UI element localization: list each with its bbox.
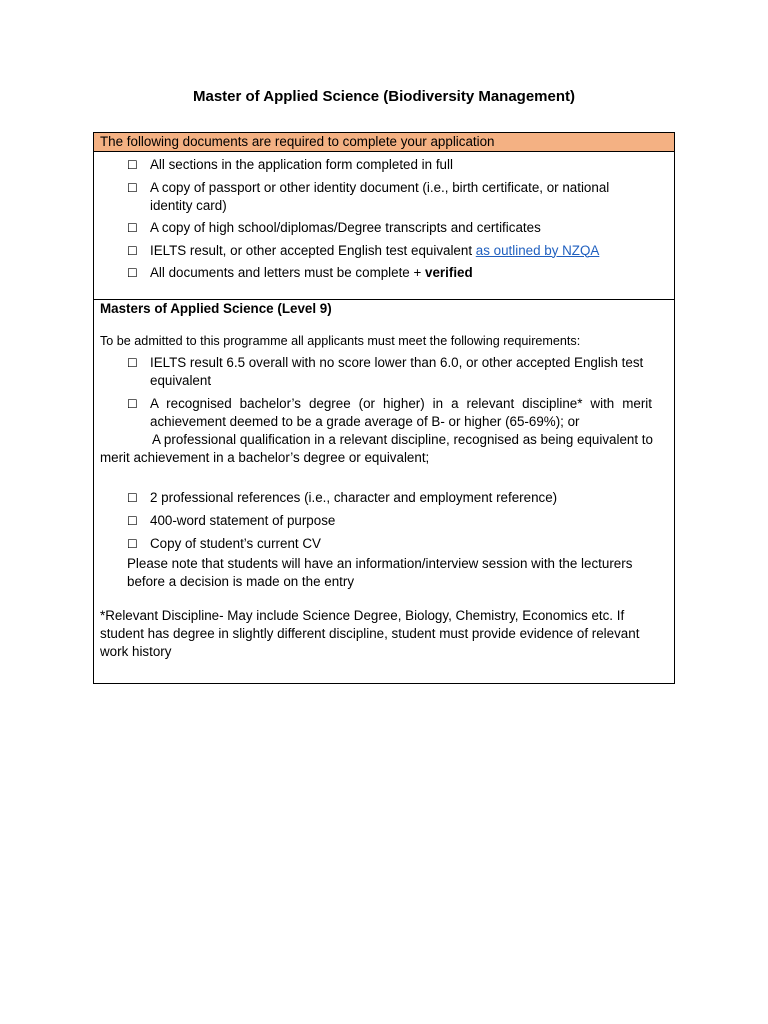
checkbox-icon[interactable]: ☐ <box>127 537 138 551</box>
checkbox-icon[interactable]: ☐ <box>127 514 138 528</box>
requirements-list-2 <box>94 489 674 553</box>
verified-text: verified <box>425 265 473 280</box>
list-item: ☐ All documents and letters must be complete + verified <box>127 265 473 280</box>
required-documents-box <box>93 132 675 300</box>
requirements-box <box>93 298 675 684</box>
list-item: ☐ IELTS result 6.5 overall with no score lower than 6.0, or other accepted English test equivalent <box>127 355 644 388</box>
checkbox-icon[interactable]: ☐ <box>127 397 138 411</box>
requirements-list <box>94 354 674 431</box>
checkbox-icon[interactable]: ☐ <box>127 243 138 258</box>
relevant-discipline-footnote: *Relevant Discipline- May include Science Degree, Biology, Chemistry, Economics etc. If student has degree in slightly different discipline, student must provide evidence of relevant work history <box>100 608 640 659</box>
requirements-intro: To be admitted to this programme all applicants must meet the following requirements: <box>100 334 581 348</box>
checkbox-icon[interactable]: ☐ <box>127 180 138 195</box>
required-documents-list <box>94 156 674 282</box>
list-item: ☐ A copy of passport or other identity document (i.e., birth certificate, or national identity card) <box>127 179 610 213</box>
professional-qualification-text: A professional qualification in a relevant discipline, recognised as being equivalent to merit achievement in a bachelor’s degree or equivalent; <box>100 432 653 465</box>
list-item: ☐ IELTS result, or other accepted English test equivalent as outlined by NZQA <box>127 242 600 258</box>
checkbox-icon[interactable]: ☐ <box>127 356 138 370</box>
list-item: ☐ A copy of high school/diplomas/Degree transcripts and certificates <box>127 220 541 235</box>
checkbox-icon[interactable]: ☐ <box>127 266 138 280</box>
list-item: ☐ A recognised bachelor’s degree (or higher) in a relevant discipline* with merit achievement deemed to be a grade average of B- or higher (65-69%); or <box>127 396 652 429</box>
checkbox-icon[interactable]: ☐ <box>127 221 138 235</box>
list-item: ☐ 2 professional references (i.e., character and employment reference) <box>127 490 558 505</box>
required-documents-header: The following documents are required to complete your application <box>94 133 674 152</box>
page-title: Master of Applied Science (Biodiversity Management) <box>192 88 576 105</box>
requirements-title: Masters of Applied Science (Level 9) <box>100 301 332 316</box>
checkbox-icon[interactable]: ☐ <box>127 158 138 172</box>
list-item: ☐ 400-word statement of purpose <box>127 513 336 528</box>
interview-note: Please note that students will have an information/interview session with the lecturers before a decision is made on the entry <box>127 556 633 589</box>
checkbox-icon[interactable]: ☐ <box>127 491 138 505</box>
nzqa-link[interactable]: as outlined by NZQA <box>475 242 600 258</box>
list-item: ☐ Copy of student’s current CV <box>127 536 321 551</box>
list-item: ☐ All sections in the application form completed in full <box>127 157 453 172</box>
